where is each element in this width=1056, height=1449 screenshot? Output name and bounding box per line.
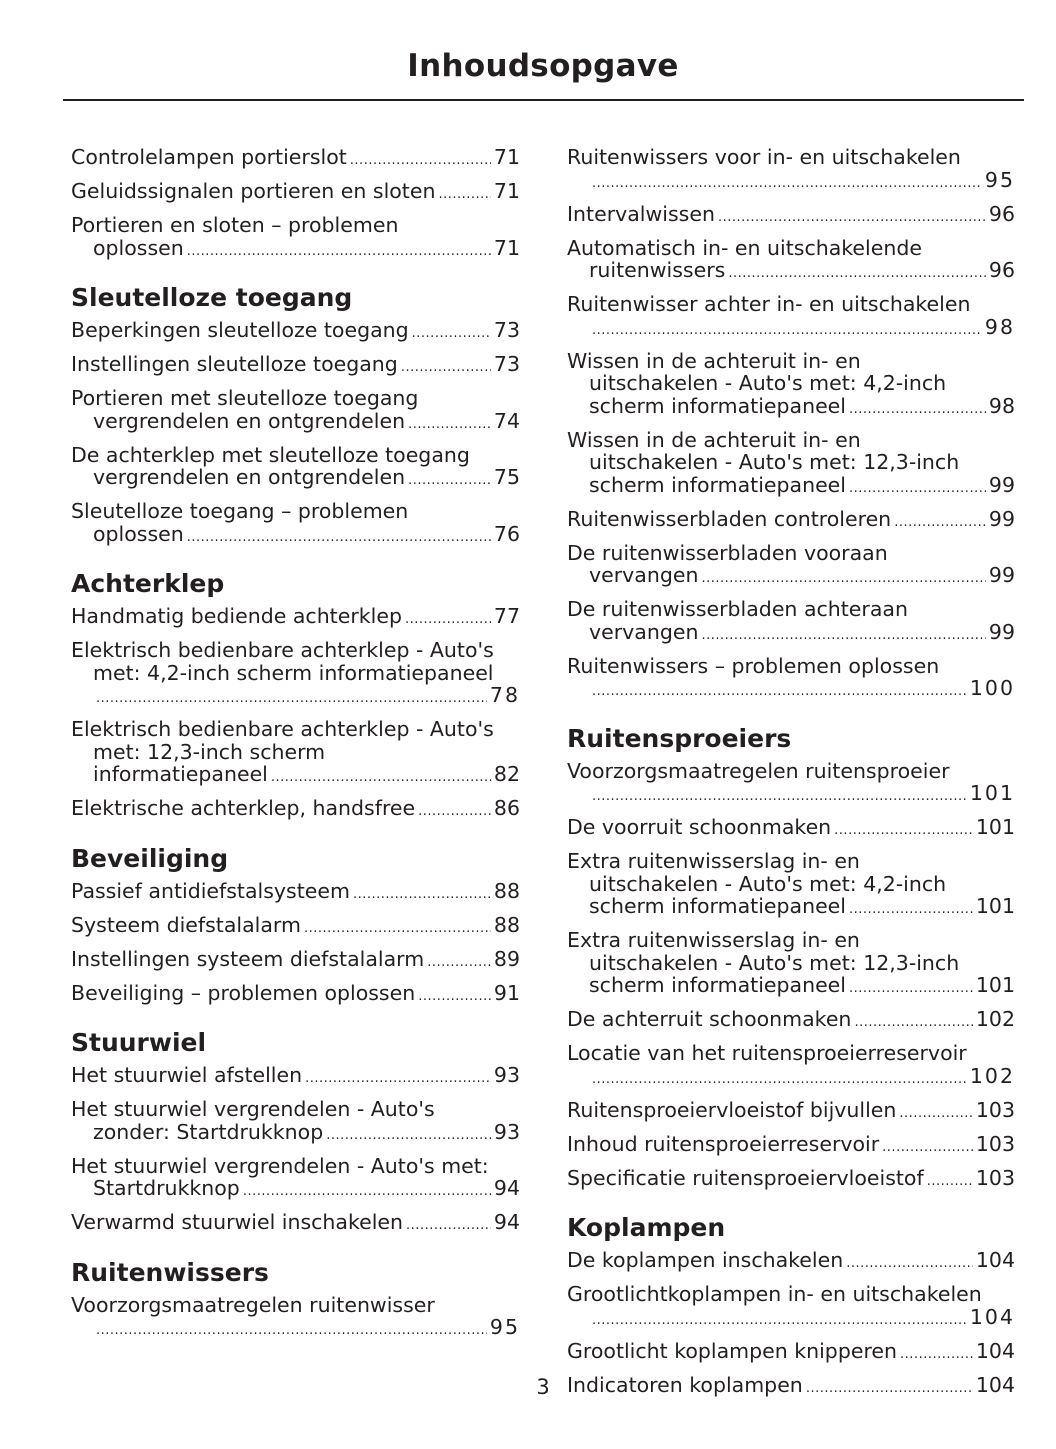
dot-leader [849,478,986,501]
toc-page-number: 103 [975,1097,1015,1122]
toc-entry[interactable] [567,1133,1015,1160]
dot-leader [834,820,973,843]
section-heading: Sleutelloze toegang [71,283,353,312]
toc-entry-text: oplossen [93,521,184,546]
toc-page-number: 93 [493,1063,520,1087]
dot-leader [899,1103,972,1126]
toc-page-number: 99 [988,472,1015,497]
section-heading: Achterklep [71,569,225,598]
section-ruitensproeiers [567,724,1015,1194]
dot-leader [927,1171,973,1194]
dot-leader [350,150,491,173]
toc-entry[interactable] [71,880,520,907]
dot-leader [353,884,491,907]
toc-entry-text: scherm informatiepaneel [589,472,846,497]
dot-leader [408,414,491,437]
toc-page-number: 103 [975,1131,1015,1156]
dot-leader [401,357,491,380]
toc-entry-text: zonder: Startdrukknop [93,1119,324,1144]
toc-entry[interactable] [567,203,1015,230]
toc-entry[interactable] [71,387,520,436]
toc-entry-text: uitschakelen - Auto's met: 4,2-inch [589,871,947,896]
toc-entry-text: Verwarmd stuurwiel inschakelen [71,1210,404,1234]
toc-entry-text: Controlelampen portierslot [71,145,347,169]
toc-entry-text: De ruitenwisserbladen achteraan [567,597,908,621]
toc-entry[interactable] [71,948,520,975]
toc-entry-text: Elektrisch bedienbare achterklep - Auto's [71,638,494,662]
dot-leader [96,1320,487,1343]
toc-entry-text: Extra ruitenwisserslag in- en [567,928,860,952]
toc-page-number: 104 [975,1248,1015,1272]
toc-page-number: 98 [988,393,1015,418]
toc-entry-text: scherm informatiepaneel [589,393,846,418]
section-heading: Beveiliging [71,843,229,873]
dot-leader [187,527,491,550]
toc-entry[interactable] [567,429,1015,501]
toc-entry-text: met: 12,3-inch scherm [93,739,326,764]
toc-page-number: 71 [493,145,520,169]
toc-page-number: 95 [984,167,1015,192]
page-title: Inhoudsopgave [407,48,679,84]
toc-entry[interactable] [567,598,1015,647]
toc-entry-text: Portieren met sleutelloze toegang [71,386,419,410]
section-intro [567,146,1015,704]
toc-page-number: 94 [493,1176,520,1200]
dot-leader [305,1068,491,1091]
toc-entry-text: Automatisch in- en uitschakelende [567,235,922,260]
toc-entry-text: Wissen in de achteruit in- en [567,348,861,373]
toc-entry-text: Het stuurwiel afstellen [71,1063,303,1087]
toc-entry-text: Elektrisch bedienbare achterklep - Auto's [71,717,494,741]
toc-entry[interactable] [71,1098,520,1147]
dot-leader [846,1253,973,1276]
toc-entry[interactable] [567,929,1015,1001]
toc-entry[interactable] [567,508,1015,535]
toc-page-number: 99 [988,563,1015,587]
toc-entry[interactable] [567,293,1015,342]
dot-leader [592,173,982,196]
dot-leader [718,207,986,230]
toc-page-number: 88 [493,912,520,937]
toc-entry-text: De achterklep met sleutelloze toegang [71,442,470,467]
toc-entry-text: Handmatig bediende achterklep [71,604,402,628]
dot-leader [405,609,491,632]
toc-page-number: 104 [969,1304,1015,1329]
toc-entry-text: Ruitenwissers voor in- en uitschakelen [567,145,961,169]
toc-entry-text: Ruitenwissers – problemen oplossen [567,653,940,678]
toc-page-number: 94 [493,1210,520,1234]
toc-entry-text: Portieren en sloten – problemen [71,213,399,237]
toc-entry[interactable] [567,146,1015,195]
toc-entry-text: Voorzorgsmaatregelen ruitenwisser [71,1292,435,1317]
dot-leader [243,1181,491,1204]
toc-column-left [71,146,520,1350]
toc-entry[interactable] [567,655,1015,704]
toc-entry[interactable] [567,1042,1015,1091]
section-ruitenwissers [71,1258,520,1343]
section-intro [71,146,520,263]
toc-entry-text: vervangen [589,619,699,644]
toc-entry-text: De ruitenwisserbladen vooraan [567,540,888,565]
toc-page-number: 99 [988,619,1015,644]
toc-page-number: 73 [493,352,520,376]
toc-entry[interactable] [567,237,1015,286]
toc-entry[interactable] [71,718,520,790]
toc-column-right [567,146,1015,1408]
toc-page-number: 82 [493,762,520,786]
dot-leader [894,512,986,535]
toc-page-number: 89 [493,946,520,971]
toc-entry-text: Startdrukknop [93,1176,240,1200]
toc-page-number: 73 [493,318,520,342]
toc-entry[interactable] [567,1099,1015,1126]
toc-entry-text: oplossen [93,235,184,260]
toc-entry-text: Locatie van het ruitensproeierreservoir [567,1041,967,1065]
toc-page-number: 74 [493,408,520,433]
toc-entry-text: Het stuurwiel vergrendelen - Auto's [71,1097,435,1121]
toc-entry[interactable] [71,146,520,173]
dot-leader [438,184,490,207]
toc-entry[interactable] [71,1155,520,1204]
toc-entry-text: Voorzorgsmaatregelen ruitensproeier [567,758,950,783]
toc-entry-text: De achterruit schoonmaken [567,1007,852,1031]
toc-entry[interactable] [71,605,520,632]
dot-leader [96,688,487,711]
toc-entry-text: Het stuurwiel vergrendelen - Auto's met: [71,1153,489,1178]
toc-entry-text: Ruitenwisserbladen controleren [567,506,892,531]
section-heading: Stuurwiel [71,1028,207,1057]
dot-leader [882,1137,973,1160]
toc-entry-text: Systeem diefstalalarm [71,912,301,937]
toc-entry-text: De voorruit schoonmaken [567,815,832,839]
toc-entry[interactable] [567,1167,1015,1194]
toc-entry[interactable] [71,914,520,941]
toc-entry-text: Wissen in de achteruit in- en [567,427,861,452]
dot-leader [326,1125,491,1148]
toc-entry-text: Grootlichtkoplampen in- en uitschakelen [567,1282,982,1306]
dot-leader [187,241,491,264]
toc-page-number: 96 [988,201,1015,226]
toc-page-number: 98 [984,314,1015,339]
toc-entry[interactable] [567,850,1015,922]
toc-entry-text: uitschakelen - Auto's met: 12,3-inch [589,450,960,474]
toc-entry[interactable] [567,760,1015,809]
toc-entry[interactable] [71,319,520,346]
toc-page-number: 101 [975,973,1015,997]
toc-page-number: 78 [489,683,520,707]
toc-entry-text: met: 4,2-inch scherm informatiepaneel [93,660,494,685]
toc-entry-text: Sleutelloze toegang – problemen [71,499,409,523]
dot-leader [849,978,973,1001]
toc-entry[interactable] [71,1294,520,1343]
toc-page-number: 76 [493,521,520,546]
toc-entry-text: Indicatoren koplampen [567,1372,803,1397]
toc-entry[interactable] [567,1340,1015,1367]
dot-leader [854,1012,972,1035]
dot-leader [592,320,982,343]
dot-leader [427,952,491,975]
toc-page-number: 102 [969,1063,1015,1088]
toc-page-number: 88 [493,878,520,903]
dot-leader [592,786,967,809]
toc-entry[interactable] [71,214,520,263]
dot-leader [304,918,491,941]
toc-entry-text: vervangen [589,563,699,587]
toc-page-number: 104 [975,1338,1015,1363]
toc-page-number: 104 [975,1372,1015,1397]
toc-page-number: 95 [489,1315,520,1339]
section-sleutelloze-toegang [71,283,520,549]
toc-entry-text: Passief antidiefstalsysteem [71,878,350,903]
dot-leader [900,1344,973,1367]
dot-leader [271,767,491,790]
section-beveiliging [71,844,520,1009]
toc-entry-text: De koplampen inschakelen [567,1248,844,1272]
toc-page-number: 101 [969,781,1015,805]
toc-entry-text: vergrendelen en ontgrendelen [93,465,406,489]
toc-page-number: 77 [493,604,520,628]
toc-entry[interactable] [567,542,1015,591]
toc-entry-text: informatiepaneel [93,762,268,786]
dot-leader [408,470,491,493]
toc-entry[interactable] [71,1211,520,1238]
toc-entry-text: scherm informatiepaneel [589,894,846,918]
toc-entry-text: Beveiliging – problemen oplossen [71,980,416,1005]
section-achterklep [71,569,520,824]
dot-leader [849,399,986,422]
toc-entry-text: Ruitenwisser achter in- en uitschakelen [567,292,971,316]
toc-entry-text: Instellingen sleutelloze toegang [71,352,398,376]
toc-page-number: 99 [988,506,1015,531]
section-heading: Ruitenwissers [71,1257,269,1287]
toc-page-number: 101 [975,894,1015,918]
dot-leader [701,568,985,591]
toc-page-number: 71 [493,179,520,203]
title-rule [63,99,1024,101]
toc-page-number: 101 [975,815,1015,839]
page-number: 3 [536,1375,550,1399]
dot-leader [418,801,491,824]
toc-entry-text: Grootlicht koplampen knipperen [567,1338,898,1363]
toc-entry-text: Extra ruitenwisserslag in- en [567,849,860,873]
toc-entry[interactable] [71,444,520,493]
dot-leader [728,263,986,286]
toc-entry[interactable] [567,816,1015,843]
toc-entry-text: Geluidssignalen portieren en sloten [71,179,436,203]
toc-entry[interactable] [567,1283,1015,1332]
toc-page-number: 71 [493,235,520,260]
toc-page-number: 93 [493,1119,520,1144]
toc-entry[interactable] [71,353,520,380]
section-stuurwiel [71,1028,520,1238]
dot-leader [406,1215,491,1238]
dot-leader [592,1310,967,1333]
toc-entry-text: vergrendelen en ontgrendelen [93,408,406,433]
toc-entry[interactable] [71,500,520,549]
dot-leader [412,323,491,346]
dot-leader [418,986,491,1009]
dot-leader [592,1069,967,1092]
toc-entry[interactable] [71,982,520,1009]
toc-entry[interactable] [567,1249,1015,1276]
toc-entry-text: Specificatie ruitensproeiervloeistof [567,1165,924,1190]
toc-entry-text: uitschakelen - Auto's met: 4,2-inch [589,371,947,395]
toc-entry[interactable] [71,797,520,824]
toc-entry[interactable] [71,639,520,711]
toc-entry[interactable] [71,1064,520,1091]
toc-page-number: 100 [969,676,1015,700]
toc-entry-text: Beperkingen sleutelloze toegang [71,318,409,342]
toc-entry-text: Instellingen systeem diefstalalarm [71,946,425,971]
dot-leader [592,681,967,704]
toc-entry-text: Elektrische achterklep, handsfree [71,796,416,820]
toc-page-number: 102 [975,1007,1015,1031]
section-heading: Koplampen [567,1213,726,1242]
dot-leader [701,625,985,648]
toc-entry[interactable] [567,350,1015,422]
toc-entry-text: Ruitensproeiervloeistof bijvullen [567,1097,897,1122]
section-koplampen [567,1213,1015,1400]
toc-page-number: 96 [988,258,1015,282]
toc-entry-text: Intervalwissen [567,201,715,226]
toc-page-number: 86 [493,796,520,820]
toc-entry-text: Inhoud ruitensproeierreservoir [567,1131,880,1156]
toc-page-number: 75 [493,465,520,489]
toc-page-number: 103 [975,1165,1015,1190]
toc-entry-text: ruitenwissers [589,258,726,282]
dot-leader [849,899,973,922]
toc-entry-text: scherm informatiepaneel [589,973,846,997]
toc-entry-text: uitschakelen - Auto's met: 12,3-inch [589,950,960,975]
toc-entry[interactable] [567,1008,1015,1035]
section-heading: Ruitensproeiers [567,723,792,753]
toc-entry[interactable] [71,180,520,207]
toc-page-number: 91 [493,980,520,1005]
